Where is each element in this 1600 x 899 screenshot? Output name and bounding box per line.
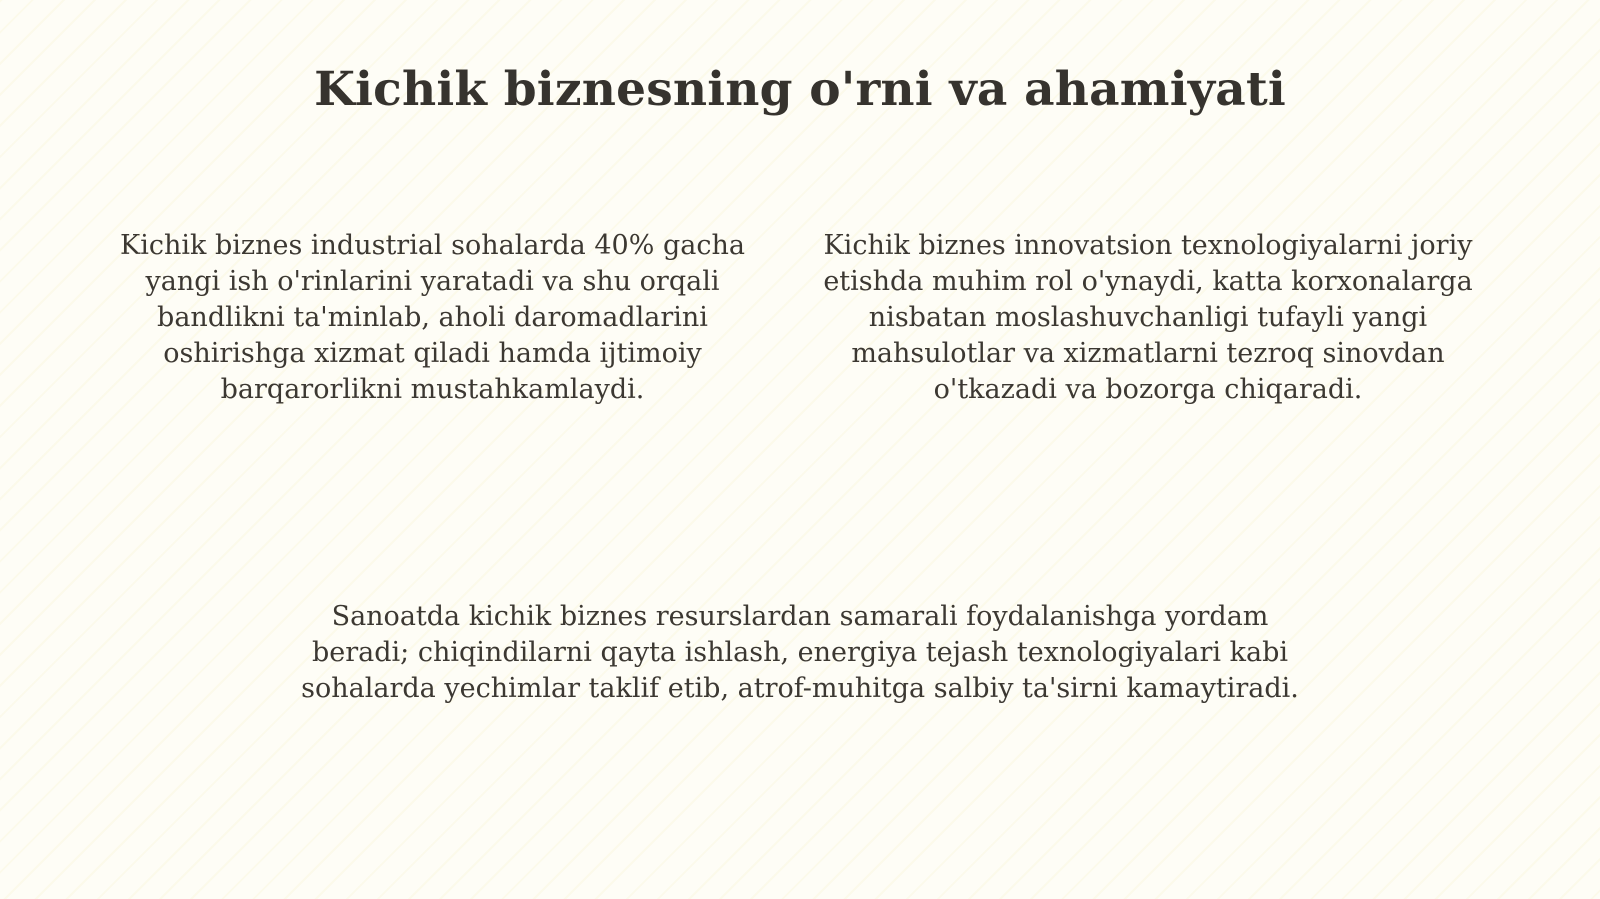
paragraph-employment: Kichik biznes industrial sohalarda 40% gacha yangi ish o'rinlarini yaratadi va shu orqali bandlikni ta'minlab, aholi daromadlarini oshirishga xizmat qiladi hamda ijtimoiy barqarorlikni mustahkamlaydi.: [120, 230, 745, 405]
paragraph-resources: Sanoatda kichik biznes resurslardan samarali foydalanishga yordam beradi; chiqindilarni qayta ishlash, energiya tejash texnologiyalari kabi sohalarda yechimlar taklif etib, atrof-muhitga salbiy ta'sirni kamaytiradi.: [301, 601, 1299, 704]
paragraph-innovation: Kichik biznes innovatsion texnologiyalarni joriy etishda muhim rol o'ynaydi, katta korxonalarga nisbatan moslashuvchanligi tufayli yangi mahsulotlar va xizmatlarni tezroq sinovdan o'tkazadi va bozorga chiqaradi.: [823, 230, 1473, 405]
slide-title: Kichik biznesning o'rni va ahamiyati: [314, 62, 1286, 117]
